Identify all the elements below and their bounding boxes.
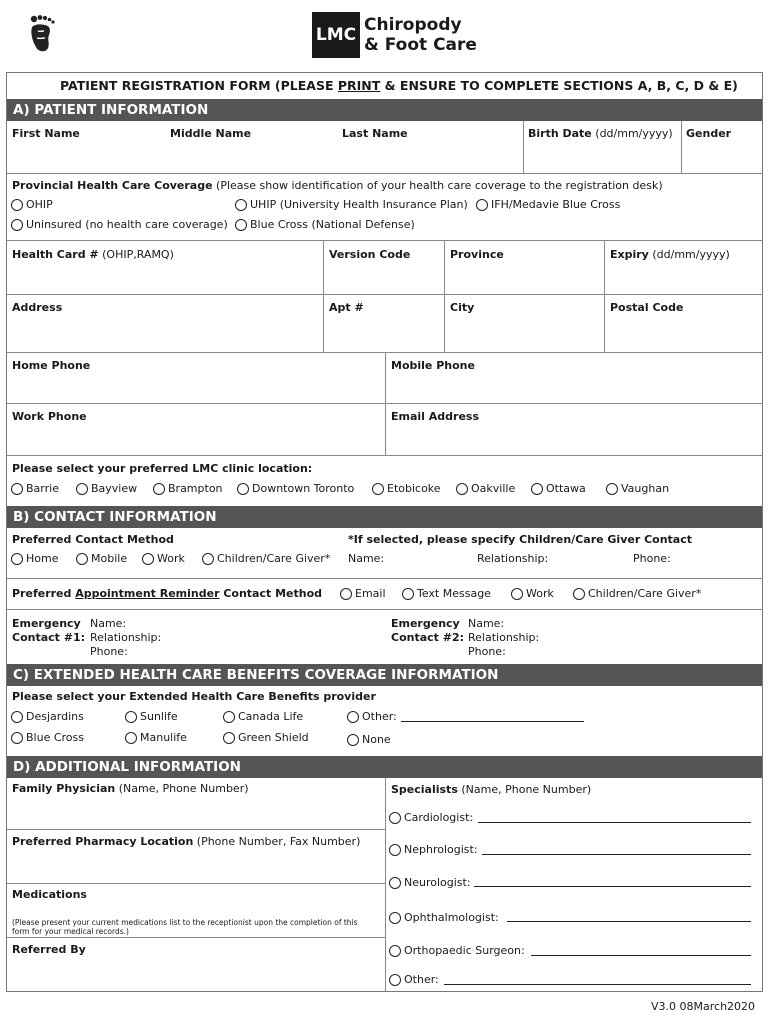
coverage-note: (Please show identification of your health care coverage to the registration desk) xyxy=(212,179,663,192)
caregiver-name-label: Name: xyxy=(348,552,385,565)
radio-circle[interactable] xyxy=(456,483,468,495)
radio-circle[interactable] xyxy=(11,553,23,565)
option-label: Other: xyxy=(362,710,397,723)
postal-code-label: Postal Code xyxy=(610,301,684,314)
coverage-ohip[interactable] xyxy=(11,198,53,211)
radio-circle[interactable] xyxy=(153,483,165,495)
first-name-label: First Name xyxy=(12,127,80,140)
specialists-text: Specialists xyxy=(391,783,458,796)
emergency2-label: Emergency xyxy=(391,617,460,630)
radio-circle[interactable] xyxy=(476,199,488,211)
health-card-label xyxy=(12,248,174,261)
form-title-print: PRINT xyxy=(337,78,381,93)
option-label: Sunlife xyxy=(140,710,178,723)
family-physician-text: Family Physician xyxy=(12,782,116,795)
coverage-uninsured[interactable] xyxy=(11,218,228,231)
clinic-bayview[interactable] xyxy=(76,482,137,495)
provider-none[interactable] xyxy=(347,733,391,746)
radio-circle[interactable] xyxy=(223,732,235,744)
specialists-label xyxy=(391,783,591,796)
option-label: Orthopaedic Surgeon: xyxy=(404,944,525,957)
radio-circle[interactable] xyxy=(389,844,401,856)
middle-name-label: Middle Name xyxy=(170,127,252,140)
provider-sunlife[interactable] xyxy=(125,710,178,723)
reminder-text-underlined: Appointment Reminder xyxy=(75,587,220,600)
form-title xyxy=(60,78,738,93)
radio-circle[interactable] xyxy=(142,553,154,565)
option-label: Oakville xyxy=(471,482,516,495)
expiry-text: Expiry xyxy=(610,248,649,261)
contact-mobile[interactable] xyxy=(76,552,127,565)
option-label: Children/Care Giver* xyxy=(217,552,331,565)
radio-circle[interactable] xyxy=(11,711,23,723)
provider-blue-cross[interactable] xyxy=(11,731,84,744)
medications-note: (Please present your current medications list to the receptionist upon the completion of this form for your medical records.) xyxy=(12,918,358,936)
pharmacy-text: Preferred Pharmacy Location xyxy=(12,835,194,848)
option-label: Children/Care Giver* xyxy=(588,587,702,600)
option-label: Mobile xyxy=(91,552,128,565)
radio-circle[interactable] xyxy=(11,219,23,231)
medications-label: Medications xyxy=(12,888,87,901)
radio-circle[interactable] xyxy=(347,711,359,723)
option-label: Ophthalmologist: xyxy=(404,911,499,924)
radio-circle[interactable] xyxy=(11,199,23,211)
reminder-work[interactable] xyxy=(511,587,554,600)
reminder-text-message[interactable] xyxy=(402,587,491,600)
specialist-other[interactable] xyxy=(389,973,439,986)
option-label: Email xyxy=(355,587,386,600)
radio-circle[interactable] xyxy=(389,974,401,986)
birth-date-text: Birth Date xyxy=(528,127,592,140)
option-label: Cardiologist: xyxy=(404,811,474,824)
radio-circle[interactable] xyxy=(235,199,247,211)
option-label: Barrie xyxy=(26,482,59,495)
radio-circle[interactable] xyxy=(511,588,523,600)
coverage-label xyxy=(12,179,663,192)
option-label: UHIP (University Health Insurance Plan) xyxy=(250,198,468,211)
coverage-text: Provincial Health Care Coverage xyxy=(12,179,213,192)
option-label: Downtown Toronto xyxy=(252,482,355,495)
option-label: Desjardins xyxy=(26,710,84,723)
radio-circle[interactable] xyxy=(573,588,585,600)
ophthalmologist-line[interactable] xyxy=(507,921,751,922)
option-label: Work xyxy=(157,552,185,565)
form-title-part2: & ENSURE TO COMPLETE SECTIONS A, B, C, D & E) xyxy=(380,78,738,93)
contact1-label: Contact #1: xyxy=(12,631,86,644)
preferred-contact-label: Preferred Contact Method xyxy=(12,533,174,546)
orthopaedic-line[interactable] xyxy=(531,955,751,956)
option-label: Brampton xyxy=(168,482,223,495)
clinic-etobicoke[interactable] xyxy=(372,482,441,495)
ec1-name: Name: xyxy=(90,617,127,630)
contact-home[interactable] xyxy=(11,552,58,565)
section-a-heading: A) PATIENT INFORMATION xyxy=(7,99,762,121)
contact2-label: Contact #2: xyxy=(391,631,465,644)
ec2-name: Name: xyxy=(468,617,505,630)
radio-circle[interactable] xyxy=(389,877,401,889)
cardiologist-line[interactable] xyxy=(478,822,751,823)
referred-by-label: Referred By xyxy=(12,943,86,956)
option-label: Canada Life xyxy=(238,710,304,723)
radio-circle[interactable] xyxy=(347,734,359,746)
home-phone-label: Home Phone xyxy=(12,359,91,372)
lmc-logo-box: LMC xyxy=(312,12,360,58)
ec1-relationship: Relationship: xyxy=(90,631,162,644)
radio-circle[interactable] xyxy=(11,483,23,495)
province-label: Province xyxy=(450,248,504,261)
reminder-text-b: Contact Method xyxy=(219,587,323,600)
radio-circle[interactable] xyxy=(402,588,414,600)
caregiver-phone-label: Phone: xyxy=(633,552,671,565)
provider-desjardins[interactable] xyxy=(11,710,84,723)
provider-other[interactable] xyxy=(347,710,397,723)
pharmacy-note: (Phone Number, Fax Number) xyxy=(193,835,361,848)
reminder-caregiver[interactable] xyxy=(573,587,701,600)
option-label: Vaughan xyxy=(621,482,670,495)
option-label: Other: xyxy=(404,973,439,986)
caregiver-relationship-label: Relationship: xyxy=(477,552,549,565)
contact-work[interactable] xyxy=(142,552,185,565)
clinic-ottawa[interactable] xyxy=(531,482,586,495)
radio-circle[interactable] xyxy=(389,912,401,924)
provider-green-shield[interactable] xyxy=(223,731,309,744)
option-label: Uninsured (no health care coverage) xyxy=(26,218,228,231)
option-label: Work xyxy=(526,587,554,600)
clinic-barrie[interactable] xyxy=(11,482,59,495)
clinic-oakville[interactable] xyxy=(456,482,515,495)
radio-circle[interactable] xyxy=(125,711,137,723)
coverage-bluecross[interactable] xyxy=(235,218,415,231)
brand-line2: & Foot Care xyxy=(364,35,477,55)
radio-circle[interactable] xyxy=(606,483,618,495)
coverage-uhip[interactable] xyxy=(235,198,468,211)
option-label: Ottawa xyxy=(546,482,586,495)
brand-line1: Chiropody xyxy=(364,15,462,35)
specialist-orthopaedic[interactable] xyxy=(389,944,525,957)
ec2-phone: Phone: xyxy=(468,645,506,658)
family-physician-label xyxy=(12,782,249,795)
coverage-ifh[interactable] xyxy=(476,198,620,211)
pharmacy-label xyxy=(12,835,360,848)
version-footer: V3.0 08March2020 xyxy=(651,1000,756,1013)
neurologist-line[interactable] xyxy=(474,886,751,887)
foot-logo-icon xyxy=(28,14,56,54)
expiry-format: (dd/mm/yyyy) xyxy=(648,248,730,261)
family-physician-note: (Name, Phone Number) xyxy=(115,782,249,795)
radio-circle[interactable] xyxy=(125,732,137,744)
provider-canada-life[interactable] xyxy=(223,710,303,723)
radio-circle[interactable] xyxy=(389,945,401,957)
radio-circle[interactable] xyxy=(372,483,384,495)
option-label: Text Message xyxy=(417,587,491,600)
birth-date-label xyxy=(528,127,673,140)
last-name-label: Last Name xyxy=(342,127,408,140)
option-label: Nephrologist: xyxy=(404,843,478,856)
contact-caregiver[interactable] xyxy=(202,552,330,565)
option-label: Etobicoke xyxy=(387,482,441,495)
specialists-note: (Name, Phone Number) xyxy=(457,783,592,796)
email-address-label: Email Address xyxy=(391,410,480,423)
section-b-heading: B) CONTACT INFORMATION xyxy=(7,506,762,528)
expiry-label xyxy=(610,248,730,261)
specialist-neurologist[interactable] xyxy=(389,876,471,889)
radio-circle[interactable] xyxy=(237,483,249,495)
specialist-nephrologist[interactable] xyxy=(389,843,478,856)
reminder-method-label xyxy=(12,587,322,600)
option-label: Manulife xyxy=(140,731,187,744)
specialist-cardiologist[interactable] xyxy=(389,811,473,824)
health-card-note: (OHIP,RAMQ) xyxy=(98,248,174,261)
option-label: IFH/Medavie Blue Cross xyxy=(491,198,621,211)
birth-date-format: (dd/mm/yyyy) xyxy=(591,127,673,140)
radio-circle[interactable] xyxy=(389,812,401,824)
option-label: Bayview xyxy=(91,482,138,495)
benefits-prompt: Please select your Extended Health Care Benefits provider xyxy=(12,690,376,703)
mobile-phone-label: Mobile Phone xyxy=(391,359,475,372)
ec2-relationship: Relationship: xyxy=(468,631,540,644)
option-label: Neurologist: xyxy=(404,876,471,889)
reminder-text-a: Preferred xyxy=(12,587,76,600)
ec1-phone: Phone: xyxy=(90,645,128,658)
radio-circle[interactable] xyxy=(340,588,352,600)
if-selected-note: *If selected, please specify Children/Care Giver Contact xyxy=(348,533,693,546)
radio-circle[interactable] xyxy=(223,711,235,723)
specialist-ophthalmologist[interactable] xyxy=(389,911,499,924)
radio-circle[interactable] xyxy=(76,483,88,495)
radio-circle[interactable] xyxy=(202,553,214,565)
option-label: OHIP xyxy=(26,198,53,211)
option-label: Green Shield xyxy=(238,731,309,744)
section-c-heading: C) EXTENDED HEALTH CARE BENEFITS COVERAGE INFORMATION xyxy=(7,664,762,686)
nephrologist-line[interactable] xyxy=(482,854,751,855)
clinic-brampton[interactable] xyxy=(153,482,223,495)
reminder-email[interactable] xyxy=(340,587,386,600)
radio-circle[interactable] xyxy=(235,219,247,231)
option-label: None xyxy=(362,733,391,746)
option-label: Blue Cross xyxy=(26,731,84,744)
option-label: Blue Cross (National Defense) xyxy=(250,218,415,231)
city-label: City xyxy=(450,301,475,314)
health-card-text: Health Card # xyxy=(12,248,99,261)
section-d-heading: D) ADDITIONAL INFORMATION xyxy=(7,756,762,778)
clinic-downtown-toronto[interactable] xyxy=(237,482,354,495)
radio-circle[interactable] xyxy=(76,553,88,565)
apt-label: Apt # xyxy=(329,301,364,314)
provider-manulife[interactable] xyxy=(125,731,187,744)
clinic-prompt: Please select your preferred LMC clinic location: xyxy=(12,462,313,475)
gender-label: Gender xyxy=(686,127,732,140)
radio-circle[interactable] xyxy=(531,483,543,495)
specialist-other-line[interactable] xyxy=(444,984,751,985)
emergency1-label: Emergency xyxy=(12,617,81,630)
version-code-label: Version Code xyxy=(329,248,411,261)
provider-other-line[interactable] xyxy=(401,721,584,722)
clinic-vaughan[interactable] xyxy=(606,482,669,495)
radio-circle[interactable] xyxy=(11,732,23,744)
option-label: Home xyxy=(26,552,59,565)
address-label: Address xyxy=(12,301,63,314)
form-title-part1: PATIENT REGISTRATION FORM (PLEASE xyxy=(60,78,338,93)
work-phone-label: Work Phone xyxy=(12,410,87,423)
